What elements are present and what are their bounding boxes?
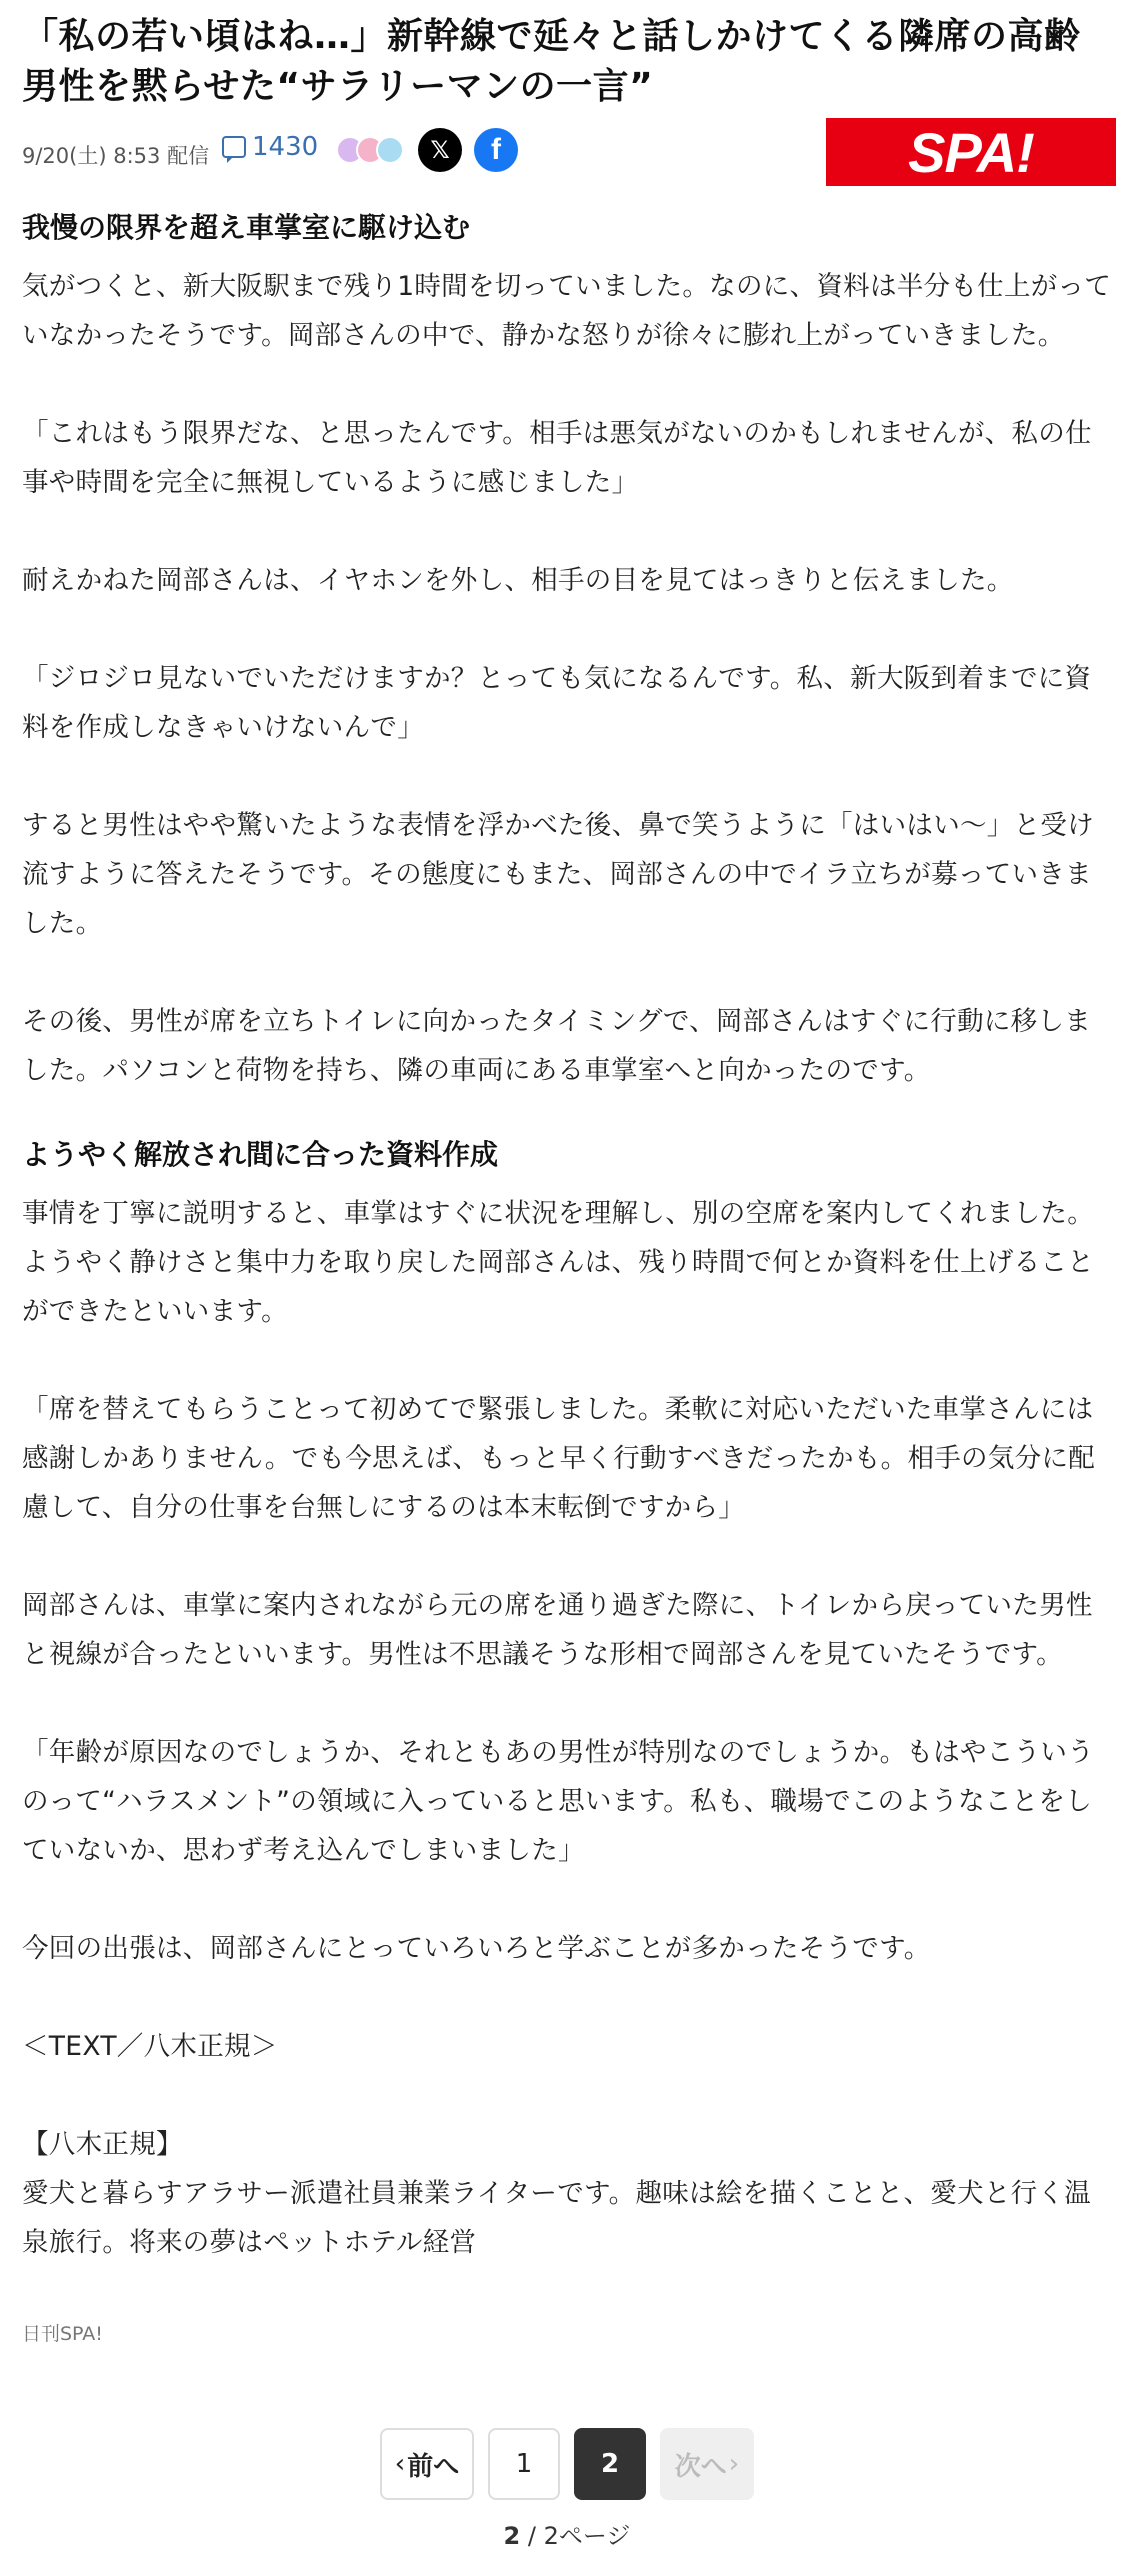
next-page-button	[660, 2428, 754, 2500]
comment-count: 1430	[252, 132, 319, 162]
page-indicator	[0, 2516, 1134, 2551]
next-label: 次へ	[674, 2451, 727, 2482]
prev-label: 前へ	[407, 2451, 460, 2482]
author-bio: 愛犬と暮らすアラサー派遣社員兼業ライターです。趣味は絵を描くことと、愛犬と行く温泉旅行。将来の夢はペットホテル経営	[22, 2178, 1092, 2258]
article-meta	[22, 122, 1112, 182]
page-separator: /	[527, 2522, 536, 2550]
page-suffix: ページ	[558, 2522, 631, 2550]
pagination	[0, 2428, 1134, 2500]
publish-date-value: 9/20(土) 8:53	[22, 144, 161, 168]
article	[22, 0, 1112, 2346]
source-label: 日刊SPA!	[22, 2323, 103, 2345]
x-share-icon[interactable]: 𝕏	[418, 128, 462, 172]
chevron-left-icon: ‹	[394, 2449, 406, 2479]
chevron-right-icon: ›	[728, 2449, 740, 2479]
prev-page-button[interactable]	[380, 2428, 474, 2500]
section-heading-2: ようやく解放され間に合った資料作成	[22, 1138, 499, 1171]
paragraph: 「年齢が原因なのでしょうか、それともあの男性が特別なのでしょうか。もはやこういうのって“ハラスメント”の領域に入っていると思います。私も、職場でこのようなことをしていないか、思わず考え込んでしまいました」	[22, 1737, 1094, 1866]
paragraph: 「ジロジロ見ないでいただけますか？とっても気になるんです。私、新大阪到着までに資料を作成しなきゃいけないんで」	[22, 663, 1092, 743]
page-1-button[interactable]: 1	[488, 2428, 560, 2500]
author-heading: 【八木正規】	[22, 2129, 183, 2160]
section-heading-1: 我慢の限界を超え車掌室に駆け込む	[22, 211, 471, 244]
article-title: 「私の若い頃はね…」新幹線で延々と話しかけてくる隣席の高齢男性を黙らせた“サラリーマンの一言”	[22, 16, 1081, 107]
total-pages: 2	[543, 2522, 559, 2550]
comment-link[interactable]	[222, 132, 318, 162]
paragraph: 「これはもう限界だな、と思ったんです。相手は悪気がないのかもしれませんが、私の仕事や時間を完全に無視しているように感じました」	[22, 418, 1092, 498]
paragraph: 事情を丁寧に説明すると、車掌はすぐに状況を理解し、別の空席を案内してくれました。ようやく静けさと集中力を取り戻した岡部さんは、残り時間で何とか資料を仕上げることができたといいます。	[22, 1198, 1094, 1327]
reaction-faces[interactable]	[344, 136, 404, 164]
facebook-share-icon[interactable]: f	[474, 128, 518, 172]
paragraph: 気がつくと、新大阪駅まで残り1時間を切っていました。なのに、資料は半分も仕上がっていなかったそうです。岡部さんの中で、静かな怒りが徐々に膨れ上がっていきました。	[22, 271, 1112, 351]
reaction-face-icon	[376, 136, 404, 164]
comment-icon	[222, 136, 246, 158]
delivered-label: 配信	[167, 144, 210, 168]
author-credit: ＜TEXT／八木正規＞	[22, 2031, 278, 2062]
paragraph: 岡部さんは、車掌に案内されながら元の席を通り過ぎた際に、トイレから戻っていた男性と視線が合ったといいます。男性は不思議そうな形相で岡部さんを見ていたそうです。	[22, 1590, 1093, 1670]
paragraph: その後、男性が席を立ちトイレに向かったタイミングで、岡部さんはすぐに行動に移しました。パソコンと荷物を持ち、隣の車両にある車掌室へと向かったのです。	[22, 1006, 1092, 1086]
paragraph: すると男性はやや驚いたような表情を浮かべた後、鼻で笑うように「はいはい〜」と受け流すように答えたそうです。その態度にもまた、岡部さんの中でイラ立ちが募っていきました。	[22, 810, 1094, 939]
paragraph: 耐えかねた岡部さんは、イヤホンを外し、相手の目を見てはっきりと伝えました。	[22, 565, 1014, 596]
spa-logo: SPA!	[826, 118, 1116, 186]
page-2-button[interactable]: 2	[574, 2428, 646, 2500]
paragraph: 今回の出張は、岡部さんにとっていろいろと学ぶことが多かったそうです。	[22, 1933, 931, 1964]
paragraph: 「席を替えてもらうことって初めてで緊張しました。柔軟に対応いただいた車掌さんには感謝しかありません。でも今思えば、もっと早く行動すべきだったかも。相手の気分に配慮して、自分の仕事を台無しにするのは本末転倒ですから」	[22, 1394, 1096, 1523]
publish-date	[22, 140, 209, 170]
current-page: 2	[503, 2522, 521, 2550]
